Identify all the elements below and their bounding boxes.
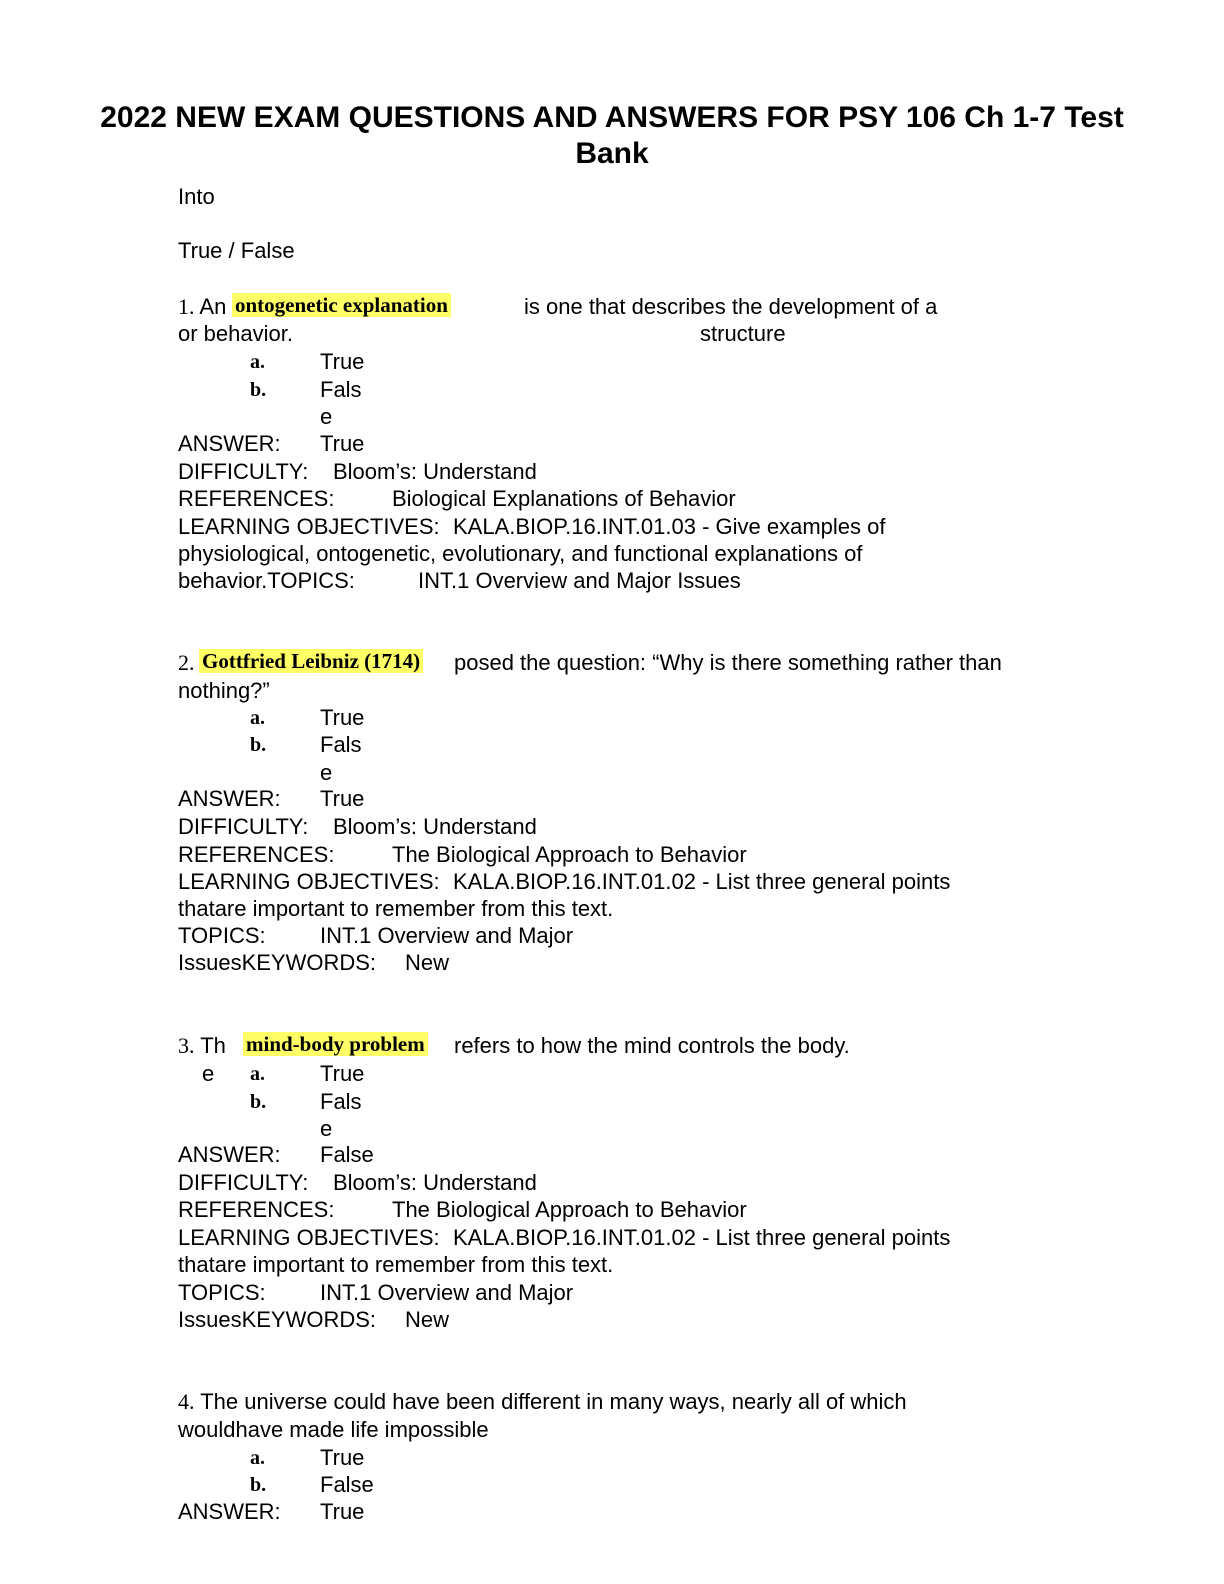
q2-answer: True: [320, 786, 365, 811]
q3-difficulty: Bloom’s: Understand: [333, 1170, 537, 1195]
q3-pre: Th: [200, 1033, 226, 1058]
q2-stem-line2: nothing?”: [178, 678, 270, 703]
q2-topics: INT.1 Overview and Major: [320, 923, 574, 948]
q3-difficulty-label: DIFFICULTY:: [178, 1170, 309, 1195]
q3-lo-line2: thatare important to remember from this text.: [178, 1252, 614, 1277]
q3-option-a: True: [320, 1061, 365, 1086]
q3-option-b-part2: e: [320, 1116, 333, 1141]
q4-answer-label: ANSWER:: [178, 1499, 281, 1524]
q1-option-a-letter: a.: [250, 351, 265, 373]
q2-lo-line2: thatare important to remember from this text.: [178, 896, 614, 921]
q4-stem: [178, 1389, 907, 1415]
page-title-line2: Bank: [575, 137, 649, 170]
q2-lo-line1: KALA.BIOP.16.INT.01.02 - List three general points: [453, 869, 951, 894]
q4-stem-line2: wouldhave made life impossible: [178, 1417, 489, 1442]
q4-option-a-letter: a.: [250, 1447, 265, 1469]
q1-lo-line1: KALA.BIOP.16.INT.01.03 - Give examples of: [453, 514, 886, 539]
q2-highlight: Gottfried Leibniz (1714): [199, 649, 423, 673]
q3-references: The Biological Approach to Behavior: [392, 1197, 747, 1222]
q4-option-b-letter: b.: [250, 1474, 267, 1496]
q1-pre: An: [199, 294, 227, 319]
q2-keywords-label: IssuesKEYWORDS:: [178, 950, 377, 975]
q1-lo-line3: behavior.TOPICS:: [178, 568, 355, 593]
q1-stem-line2: or behavior.: [178, 321, 293, 346]
q3-option-b-letter: b.: [250, 1091, 267, 1113]
q1-answer-label: ANSWER:: [178, 431, 281, 456]
q4-answer: True: [320, 1499, 365, 1524]
q1-stem-line2b: structure: [700, 321, 786, 346]
q1-option-a: True: [320, 349, 365, 374]
section-heading: True / False: [178, 238, 295, 263]
q3-option-b-part1: Fals: [320, 1089, 362, 1114]
q3-stem-start: [178, 1033, 226, 1059]
q1-references-label: REFERENCES:: [178, 486, 335, 511]
q2-difficulty-label: DIFFICULTY:: [178, 814, 309, 839]
q4-number: 4.: [178, 1389, 195, 1414]
q1-highlight: ontogenetic explanation: [232, 293, 451, 317]
q2-references-label: REFERENCES:: [178, 842, 335, 867]
q2-lo-label: LEARNING OBJECTIVES:: [178, 869, 440, 894]
q1-option-b-part1: Fals: [320, 377, 362, 402]
q1-lo-line2: physiological, ontogenetic, evolutionary, and functional explanations of: [178, 541, 863, 566]
q1-topics: INT.1 Overview and Major Issues: [418, 568, 741, 593]
q1-difficulty: Bloom’s: Understand: [333, 459, 537, 484]
q4-option-b: False: [320, 1472, 374, 1497]
q3-keywords-label: IssuesKEYWORDS:: [178, 1307, 377, 1332]
q1-difficulty-label: DIFFICULTY:: [178, 459, 309, 484]
q4-option-a: True: [320, 1445, 365, 1470]
q2-option-b-part1: Fals: [320, 732, 362, 757]
intro-text: Into: [178, 184, 215, 209]
q3-pre-continued: e: [202, 1061, 215, 1086]
q1-stem-start: [178, 294, 226, 320]
q1-answer: True: [320, 431, 365, 456]
q2-number-text: 2.: [178, 650, 195, 675]
q3-lo-label: LEARNING OBJECTIVES:: [178, 1225, 440, 1250]
q4-text: The universe could have been different in many ways, nearly all of which: [200, 1389, 907, 1414]
q1-references: Biological Explanations of Behavior: [392, 486, 736, 511]
q2-answer-label: ANSWER:: [178, 786, 281, 811]
q1-option-b-part2: e: [320, 404, 333, 429]
q3-keywords: New: [405, 1307, 450, 1332]
q3-topics-label: TOPICS:: [178, 1280, 266, 1305]
q2-stem-post: posed the question: “Why is there something rather than: [454, 650, 1002, 675]
q1-option-b-letter: b.: [250, 379, 267, 401]
q2-option-a: True: [320, 705, 365, 730]
q2-option-b-letter: b.: [250, 734, 267, 756]
q3-answer: False: [320, 1142, 374, 1167]
q3-highlight: mind-body problem: [243, 1032, 428, 1056]
q1-lo-label: LEARNING OBJECTIVES:: [178, 514, 440, 539]
q1-number: 1.: [178, 294, 195, 319]
q3-lo-line1: KALA.BIOP.16.INT.01.02 - List three general points: [453, 1225, 951, 1250]
q3-references-label: REFERENCES:: [178, 1197, 335, 1222]
page-title-line1: 2022 NEW EXAM QUESTIONS AND ANSWERS FOR PSY 106 Ch 1-7 Test: [100, 101, 1124, 134]
q3-number: 3.: [178, 1033, 195, 1058]
q3-stem-post: refers to how the mind controls the body.: [454, 1033, 850, 1058]
q2-keywords: New: [405, 950, 450, 975]
q1-stem-post: is one that describes the development of a: [524, 294, 938, 319]
q2-difficulty: Bloom’s: Understand: [333, 814, 537, 839]
q2-number: [178, 650, 195, 676]
q2-option-b-part2: e: [320, 760, 333, 785]
q2-option-a-letter: a.: [250, 707, 265, 729]
q3-answer-label: ANSWER:: [178, 1142, 281, 1167]
q2-topics-label: TOPICS:: [178, 923, 266, 948]
q2-references: The Biological Approach to Behavior: [392, 842, 747, 867]
q3-option-a-letter: a.: [250, 1063, 265, 1085]
q3-topics: INT.1 Overview and Major: [320, 1280, 574, 1305]
